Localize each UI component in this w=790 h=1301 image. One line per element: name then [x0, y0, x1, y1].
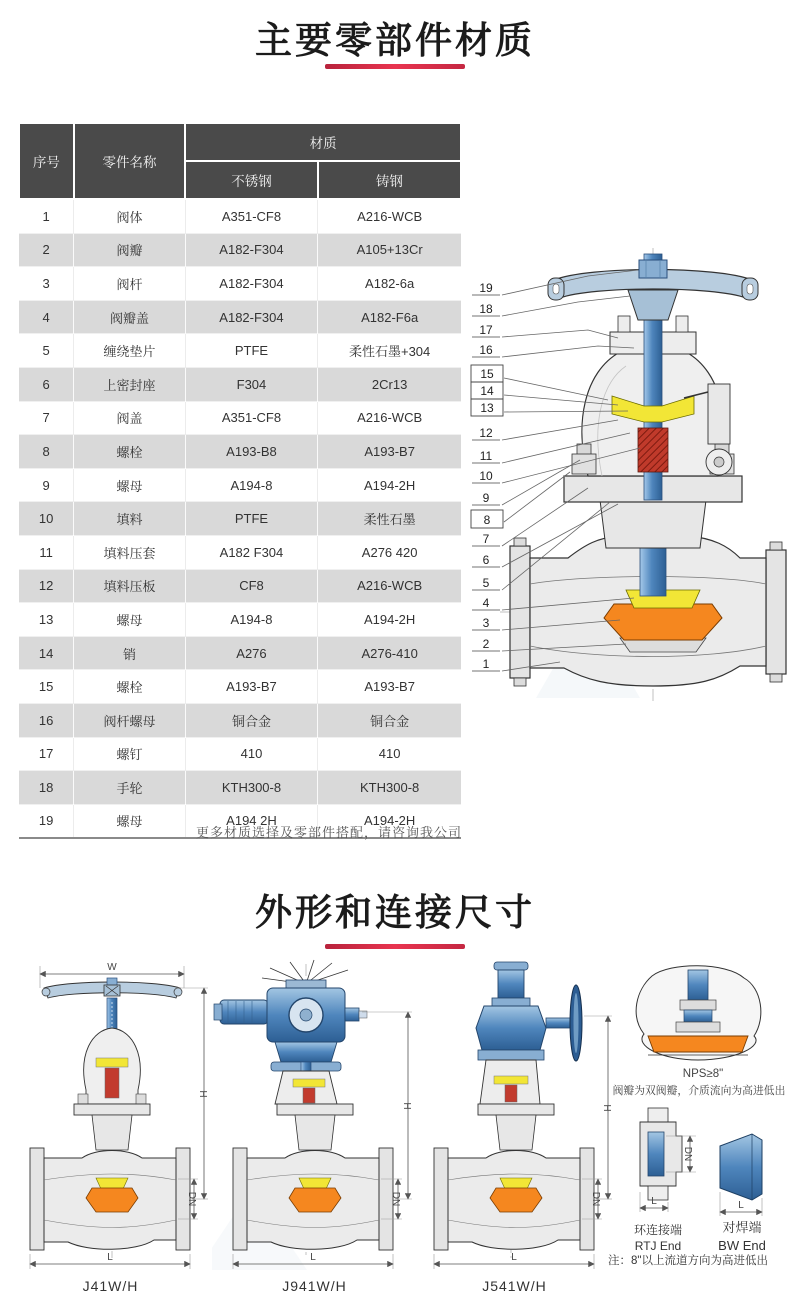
gland-yellow — [494, 1076, 528, 1084]
bw-label-cn: 对焊端 — [722, 1220, 762, 1235]
l-dimension — [434, 1252, 594, 1269]
table-footnote: 更多材质选择及零部件搭配，请咨询我公司 — [195, 825, 462, 840]
cell-part: 阀盖 — [74, 401, 185, 435]
cell-no: 11 — [19, 535, 74, 569]
cell-part: 螺母 — [74, 603, 185, 637]
cell-stainless: A182-F304 — [185, 267, 318, 301]
table-row — [19, 636, 461, 670]
cell-cast: A105+13Cr — [318, 233, 461, 267]
table-row — [19, 300, 461, 334]
cell-stainless: CF8 — [185, 569, 318, 603]
pin-arm — [706, 384, 732, 475]
cell-stainless: A182 F304 — [185, 535, 318, 569]
cell-cast: A194-2H — [318, 468, 461, 502]
cell-cast: 410 — [318, 737, 461, 771]
cell-no: 16 — [19, 703, 74, 737]
cell-part: 螺栓 — [74, 670, 185, 704]
dim-h-label: H — [197, 1090, 208, 1098]
cell-no: 4 — [19, 300, 74, 334]
rtj-label-en: RTJ End — [634, 1239, 682, 1254]
bonnet-neck — [600, 500, 706, 548]
cell-part: 螺栓 — [74, 435, 185, 469]
cell-no: 14 — [19, 636, 74, 670]
col-header-cast: 铸钢 — [318, 161, 461, 199]
table-row — [19, 502, 461, 536]
cell-stainless: PTFE — [185, 334, 318, 368]
table-row — [19, 435, 461, 469]
cell-part: 阀瓣 — [74, 233, 185, 267]
disc-holder — [96, 1178, 128, 1189]
callout-12: 12 — [479, 426, 493, 440]
table-row — [19, 603, 461, 637]
dim-l-label: L — [511, 1252, 517, 1263]
disc — [86, 1188, 138, 1212]
cell-cast: 柔性石墨 — [318, 502, 461, 536]
cell-stainless: PTFE — [185, 502, 318, 536]
table-row — [19, 367, 461, 401]
cell-cast: A216-WCB — [318, 569, 461, 603]
callout-13: 13 — [480, 401, 494, 415]
bonnet — [478, 1060, 554, 1150]
cell-stainless: KTH300-8 — [185, 771, 318, 805]
cell-stainless: A351-CF8 — [185, 401, 318, 435]
table-row — [19, 670, 461, 704]
col-header-part: 零件名称 — [74, 123, 185, 199]
packing-red — [105, 1068, 119, 1098]
callout-numbers — [479, 281, 494, 671]
callout-6: 6 — [482, 553, 490, 567]
cell-stainless: 410 — [185, 737, 318, 771]
cell-stainless: A182-F304 — [185, 300, 318, 334]
cell-part: 阀瓣盖 — [74, 300, 185, 334]
cell-part: 阀杆螺母 — [74, 703, 185, 737]
cell-stainless: A276 — [185, 636, 318, 670]
rtj-label-cn: 环连接端 — [633, 1223, 682, 1237]
l-dimension — [30, 1252, 190, 1269]
cell-part: 螺母 — [74, 804, 185, 838]
electric-actuator — [214, 960, 367, 1071]
table-row — [19, 199, 461, 233]
callout-10: 10 — [479, 469, 493, 483]
stem-section — [688, 970, 708, 1000]
figure-j41wh — [8, 958, 213, 1273]
cell-stainless: A182-F304 — [185, 233, 318, 267]
table-row — [19, 737, 461, 771]
table-row — [19, 468, 461, 502]
table-row — [19, 703, 461, 737]
stem-nut — [639, 260, 667, 278]
title-underline-2 — [325, 944, 465, 949]
rtj-end-diagram — [620, 1106, 704, 1220]
cell-stainless: A193-B8 — [185, 435, 318, 469]
cell-part: 填料 — [74, 502, 185, 536]
figure-j541wh — [412, 958, 617, 1273]
gland-yellow — [293, 1079, 325, 1087]
callout-3: 3 — [482, 616, 490, 630]
callout-5: 5 — [482, 576, 490, 590]
cell-no: 5 — [19, 334, 74, 368]
cell-cast: 柔性石墨+304 — [318, 334, 461, 368]
cell-no: 13 — [19, 603, 74, 637]
cell-no: 9 — [19, 468, 74, 502]
cell-cast: A276 420 — [318, 535, 461, 569]
valve-cross-section-diagram — [468, 248, 788, 708]
cell-no: 7 — [19, 401, 74, 435]
double-disc — [648, 1036, 748, 1052]
dim-l-label: L — [651, 1196, 657, 1207]
cell-cast: A193-B7 — [318, 670, 461, 704]
bw-end-label — [698, 1219, 786, 1254]
callout-7: 7 — [482, 532, 490, 546]
callout-16: 16 — [479, 343, 493, 357]
bw-label-en: BW End — [718, 1237, 766, 1253]
col-header-material: 材质 — [185, 123, 461, 161]
cell-no: 6 — [19, 367, 74, 401]
cell-part: 阀杆 — [74, 267, 185, 301]
cell-stainless: A194-8 — [185, 468, 318, 502]
table-row — [19, 771, 461, 805]
cell-stainless: A194-8 — [185, 603, 318, 637]
callout-14: 14 — [480, 384, 494, 398]
table-row — [19, 569, 461, 603]
cell-cast: A216-WCB — [318, 401, 461, 435]
bore — [648, 1132, 664, 1176]
handwheel — [42, 978, 182, 998]
packing — [638, 428, 668, 472]
cell-no: 19 — [19, 804, 74, 838]
section2-title: 外形和连接尺寸 — [255, 892, 535, 933]
bonnet — [74, 1028, 150, 1150]
col-header-no: 序号 — [19, 123, 74, 199]
dim-l-label: L — [738, 1200, 744, 1211]
cell-part: 手轮 — [74, 771, 185, 805]
cell-stainless: A193-B7 — [185, 670, 318, 704]
cell-no: 8 — [19, 435, 74, 469]
cell-part: 螺钉 — [74, 737, 185, 771]
callout-17: 17 — [479, 323, 493, 337]
materials-table — [18, 122, 462, 839]
figure-j941wh — [212, 958, 417, 1273]
materials-table-body — [19, 199, 461, 838]
table-row — [19, 267, 461, 301]
cell-cast: 2Cr13 — [318, 367, 461, 401]
cell-no: 2 — [19, 233, 74, 267]
gear-actuator — [476, 962, 582, 1061]
dim-l-label: L — [107, 1252, 113, 1263]
cell-no: 3 — [19, 267, 74, 301]
disc-detail-diagram — [618, 960, 788, 1068]
callout-8: 8 — [483, 513, 491, 527]
cell-no: 10 — [19, 502, 74, 536]
cell-part: 阀体 — [74, 199, 185, 233]
callout-9: 9 — [482, 491, 490, 505]
callout-15: 15 — [480, 367, 494, 381]
dim-h-label: H — [601, 1104, 612, 1112]
disc-caption: 阀瓣为双阀瓣，介质流向为高进低出 — [612, 1085, 786, 1097]
col-header-stainless: 不锈钢 — [185, 161, 318, 199]
dim-dn-label: DN — [682, 1146, 693, 1162]
cell-cast: A193-B7 — [318, 435, 461, 469]
bw-end-diagram — [706, 1122, 780, 1222]
body — [30, 1148, 190, 1250]
dim-dn-label: DN — [390, 1191, 401, 1207]
body — [434, 1148, 594, 1250]
cell-stainless: A351-CF8 — [185, 199, 318, 233]
packing-red — [505, 1085, 517, 1102]
cell-part: 填料压板 — [74, 569, 185, 603]
cell-no: 17 — [19, 737, 74, 771]
cell-cast: A182-F6a — [318, 300, 461, 334]
cell-part: 填料压套 — [74, 535, 185, 569]
cell-no: 1 — [19, 199, 74, 233]
materials-table-wrap — [18, 122, 462, 839]
dim-dn-label: DN — [186, 1191, 197, 1207]
cell-cast: A276-410 — [318, 636, 461, 670]
callout-2: 2 — [482, 637, 490, 651]
table-row — [19, 334, 461, 368]
cell-cast: A216-WCB — [318, 199, 461, 233]
cell-part: 缠绕垫片 — [74, 334, 185, 368]
cell-part: 上密封座 — [74, 367, 185, 401]
dim-h-label: H — [401, 1102, 412, 1110]
cell-stainless: 铜合金 — [185, 703, 318, 737]
gland-yellow — [96, 1058, 128, 1067]
callout-1: 1 — [482, 657, 490, 671]
cell-stainless: A194 2H — [185, 804, 318, 838]
bonnet — [275, 1071, 353, 1150]
flow-direction-note: 注：8"以上流道方向为高进低出 — [608, 1255, 768, 1267]
table-row — [19, 535, 461, 569]
cell-cast: A182-6a — [318, 267, 461, 301]
section1-title: 主要零部件材质 — [255, 20, 535, 61]
cell-part: 销 — [74, 636, 185, 670]
nps-caption: NPS≥8" — [682, 1068, 724, 1080]
cell-no: 15 — [19, 670, 74, 704]
callout-4: 4 — [482, 596, 490, 610]
figure-label-j941wh: J941W/H — [282, 1278, 347, 1294]
cell-part: 螺母 — [74, 468, 185, 502]
figure-label-j41wh: J41W/H — [82, 1278, 139, 1294]
figure-label-j541wh: J541W/H — [482, 1278, 547, 1294]
cell-no: 12 — [19, 569, 74, 603]
title-underline — [325, 64, 465, 69]
cell-no: 18 — [19, 771, 74, 805]
materials-table-head — [19, 123, 461, 199]
dim-dn-label: DN — [590, 1191, 601, 1207]
table-row — [19, 401, 461, 435]
dim-w-label: W — [107, 962, 117, 973]
packing-red — [303, 1088, 315, 1103]
dim-l-label: L — [310, 1252, 316, 1263]
cell-cast: A194-2H — [318, 804, 461, 838]
cell-cast: 铜合金 — [318, 703, 461, 737]
cell-cast: A194-2H — [318, 603, 461, 637]
callout-18: 18 — [479, 302, 493, 316]
cell-cast: KTH300-8 — [318, 771, 461, 805]
cell-stainless: F304 — [185, 367, 318, 401]
table-row — [19, 233, 461, 267]
callout-11: 11 — [479, 449, 493, 463]
callout-19: 19 — [479, 281, 493, 295]
body — [233, 1148, 393, 1250]
